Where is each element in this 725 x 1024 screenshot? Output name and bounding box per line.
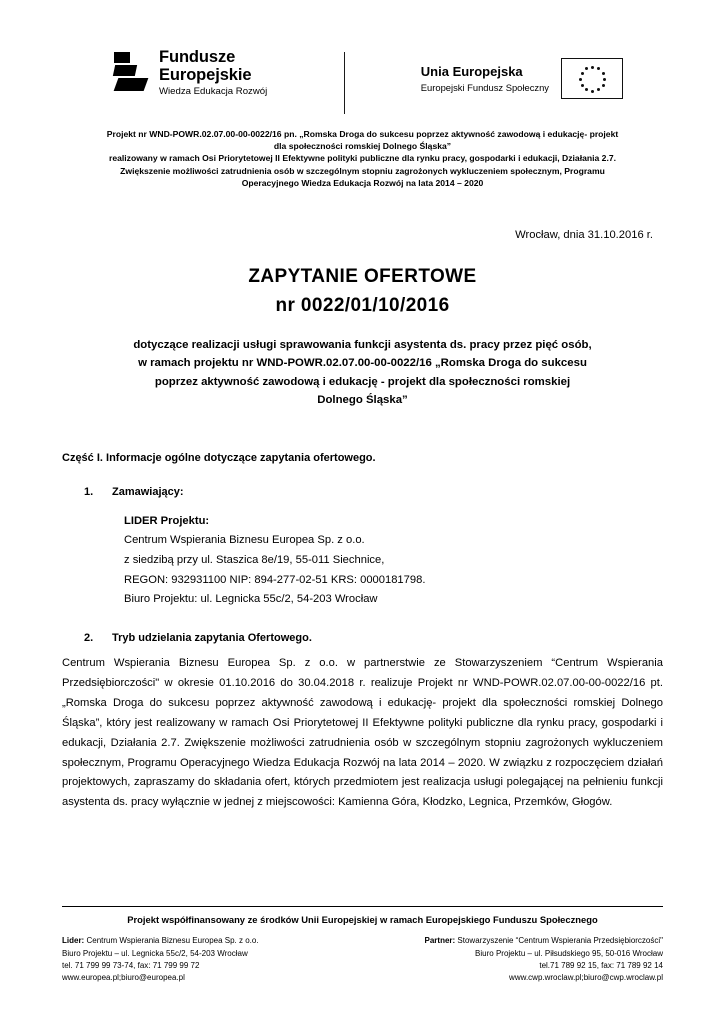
footer-lider-line-2: www.europea.pl;biuro@europea.pl	[62, 972, 185, 982]
project-info-header	[84, 128, 641, 189]
subtitle-line-0: dotyczące realizacji usługi sprawowania funkcji asystenta ds. pracy przez pięć osób,	[133, 339, 592, 352]
project-info-line-0: Projekt nr WND-POWR.02.07.00-00-0022/16 pn. „Romska Droga do sukcesu poprzez aktywność zawodową i edukację- projekt	[106, 129, 619, 139]
lider-label: LIDER Projektu:	[124, 514, 210, 527]
list-item-1	[62, 486, 663, 498]
eu-flag-star	[579, 78, 582, 81]
zamawiajacy-line-3: Biuro Projektu: ul. Legnicka 55c/2, 54-203 Wrocław	[124, 593, 378, 606]
logo-divider	[344, 52, 345, 114]
unia-europejska-logo	[421, 48, 623, 99]
eu-flag-star	[603, 78, 606, 81]
list-item-1-number: 1.	[84, 485, 94, 498]
list-item-1-label: Zamawiający:	[112, 485, 184, 498]
eu-flag-star	[597, 67, 600, 70]
eu-flag-star	[602, 72, 605, 75]
zamawiajacy-line-0: Centrum Wspierania Biznesu Europea Sp. z o.o.	[124, 534, 365, 547]
subtitle-line-3: Dolnego Śląska”	[317, 394, 408, 407]
fundusze-europejskie-text	[159, 48, 267, 98]
footer-columns	[62, 935, 663, 984]
list-item-2-number: 2.	[84, 631, 94, 644]
footer-lider	[62, 935, 259, 984]
place-and-date: Wrocław, dnia 31.10.2016 r.	[515, 229, 653, 242]
fe-line1: Fundusze	[159, 48, 236, 66]
title-line1: ZAPYTANIE OFERTOWE	[248, 266, 477, 288]
part-heading: Część I. Informacje ogólne dotyczące zapytania ofertowego.	[62, 451, 376, 464]
logo-bar	[62, 40, 663, 118]
title-line2: nr 0022/01/10/2016	[275, 294, 450, 316]
eu-flag-star	[602, 84, 605, 87]
unia-europejska-text	[421, 64, 549, 93]
fundusze-europejskie-mark-icon	[114, 52, 150, 92]
eu-flag-star	[581, 84, 584, 87]
page-footer	[62, 906, 663, 984]
footer-lider-line-1: tel. 71 799 99 73-74, fax: 71 799 99 72	[62, 960, 200, 970]
footer-lider-label: Lider:	[62, 936, 85, 946]
footer-partner-line-1: tel.71 789 92 15, fax: 71 789 92 14	[539, 960, 663, 970]
ue-line2: Europejski Fundusz Społeczny	[420, 81, 549, 93]
document-title	[62, 263, 663, 320]
zamawiajacy-details	[62, 512, 663, 610]
footer-divider	[62, 906, 663, 907]
project-info-line-4: Operacyjnego Wiedza Edukacja Rozwój na lata 2014 – 2020	[241, 177, 484, 188]
fe-line3: Wiedza Edukacja Rozwój	[159, 85, 268, 97]
eu-flag-star	[591, 90, 594, 93]
footer-partner-org: Stowarzyszenie “Centrum Wspierania Przedsiębiorczości"	[457, 936, 663, 946]
cofinance-note: Projekt współfinansowany ze środków Unii Europejskiej w ramach Europejskiego Funduszu Społecznego	[127, 914, 598, 926]
footer-partner-line-2: www.cwp.wroclaw.pl;biuro@cwp.wroclaw.pl	[509, 972, 663, 982]
footer-partner-label: Partner:	[424, 936, 456, 946]
list-item-2	[62, 632, 663, 644]
subtitle-line-2: poprzez aktywność zawodową i edukację - projekt dla społeczności romskiej	[154, 375, 571, 388]
zamawiajacy-line-2: REGON: 932931100 NIP: 894-277-02-51 KRS: 0000181798.	[124, 573, 426, 586]
eu-flag-star	[591, 66, 594, 69]
document-subtitle	[98, 336, 627, 410]
eu-flag-star	[585, 67, 588, 70]
eu-flag-star	[585, 88, 588, 91]
tryb-paragraph: Centrum Wspierania Biznesu Europea Sp. z o.o. w partnerstwie ze Stowarzyszeniem “Centrum Wspierania Przedsiębiorczości" w okresie 01.10.2016 do 30.04.2018 r. realizuje Projekt nr WND-POWR.02.07.00-00-0022/16 pt. „Romska Droga do sukcesu poprzez aktywność zawodową i edukację- projekt dla społeczności romskiej Dolnego Śląska”, który jest realizowany w ramach Osi Priorytetowej II Efektywne polityki publiczne dla rynku pracy, gospodarki i edukacji, Działania 2.7. Zwiększenie możliwości zatrudnienia osób w szczególnym stopniu zagrożonych wykluczeniem społecznym, Programu Operacyjnego Wiedza Edukacja Rozwój na lata 2014 – 2020. W związku z rozpoczęciem działań projektowych, zapraszamy do składania ofert, których przedmiotem jest realizacja usługi polegającej na pełnieniu funkcji asystenta ds. pracy wyłącznie w jednej z miejscowości: Kamienna Góra, Kłodzko, Legnica, Przemków, Głogów.	[62, 656, 663, 809]
project-info-line-3: Zwiększenie możliwości zatrudnienia osób w szczególnym stopniu zagrożonych wykluczeniem społecznym, Programu	[120, 165, 605, 176]
footer-lider-org: Centrum Wspierania Biznesu Europea Sp. z o.o.	[86, 936, 259, 946]
eu-flag-icon	[561, 58, 623, 99]
fe-line2: Europejskie	[159, 66, 252, 85]
subtitle-line-1: w ramach projektu nr WND-POWR.02.07.00-00-0022/16 „Romska Droga do sukcesu	[138, 357, 587, 370]
eu-flag-star	[581, 72, 584, 75]
project-info-line-2: realizowany w ramach Osi Priorytetowej II Efektywne polityki publiczne dla rynku pracy, gospodarki i edukacji, Działania 2.7.	[108, 153, 617, 164]
footer-partner-line-0: Biuro Projektu – ul. Piłsudskiego 95, 50-016 Wrocław	[475, 948, 663, 958]
eu-flag-star	[597, 88, 600, 91]
footer-partner	[425, 935, 664, 984]
footer-lider-line-0: Biuro Projektu – ul. Legnicka 55c/2, 54-203 Wrocław	[62, 948, 248, 958]
ue-line1: Unia Europejska	[420, 64, 523, 80]
list-item-2-label: Tryb udzielania zapytania Ofertowego.	[112, 631, 312, 644]
zamawiajacy-line-1: z siedzibą przy ul. Staszica 8e/19, 55-011 Siechnice,	[124, 554, 385, 567]
project-info-line-1: dla społeczności romskiej Dolnego Śląska”	[273, 141, 452, 152]
fundusze-europejskie-logo	[114, 48, 267, 98]
